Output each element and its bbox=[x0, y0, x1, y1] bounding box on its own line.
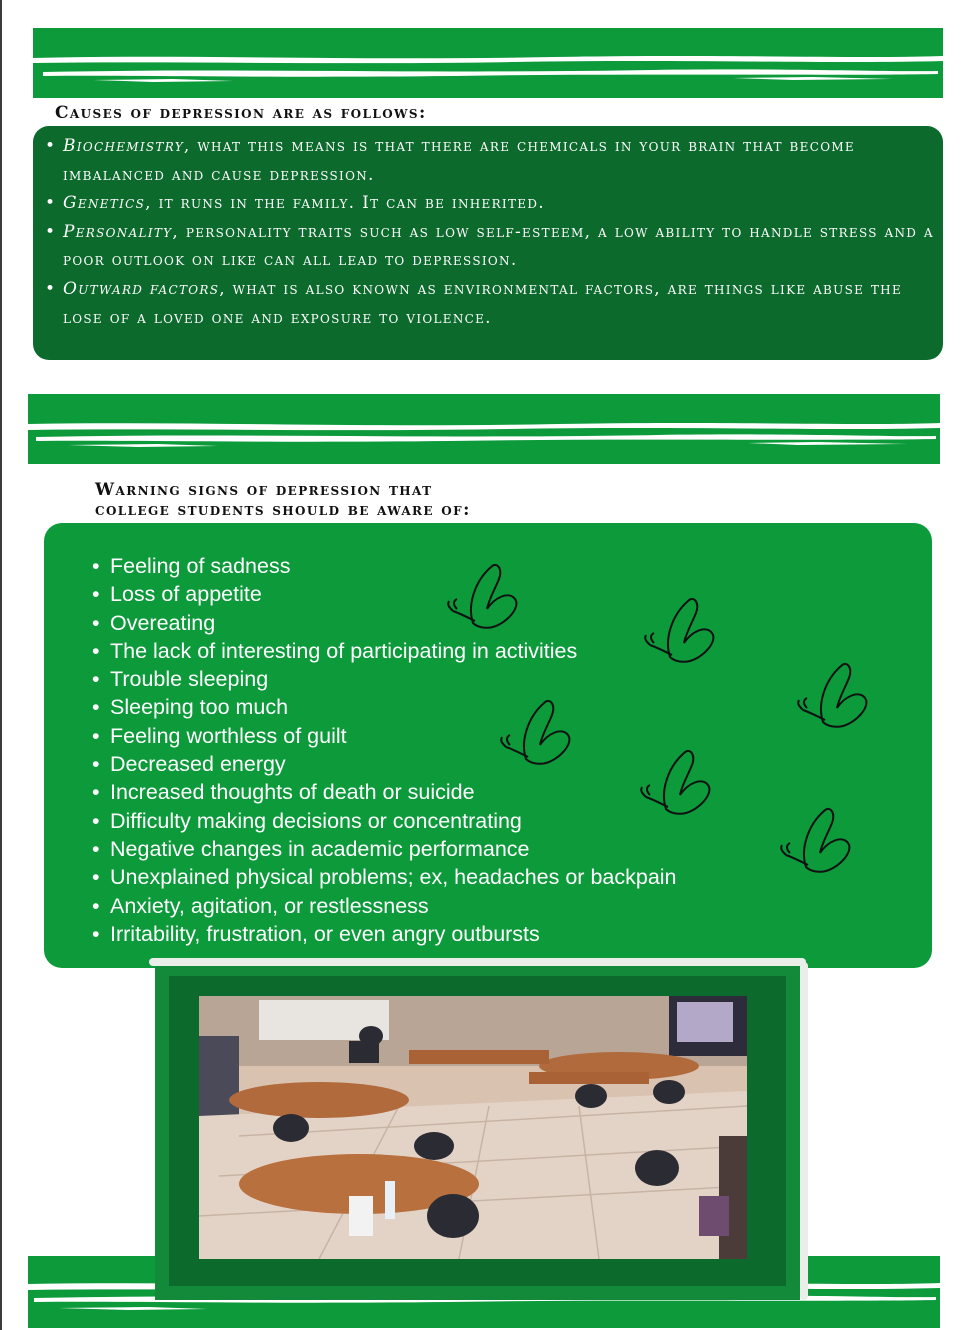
butterfly-outline-icon bbox=[789, 646, 879, 736]
warning-sign-text: Irritability, frustration, or even angry outbursts bbox=[110, 921, 540, 946]
warning-sign-text: Sleeping too much bbox=[110, 695, 289, 720]
bullet: • bbox=[92, 723, 100, 748]
list-item bbox=[92, 665, 677, 693]
bullet: • bbox=[92, 638, 100, 663]
cause-text: , what is also known as environmental factors, are things like abuse the lose of a loved one and exposure to violence. bbox=[63, 278, 903, 328]
bullet: • bbox=[45, 136, 57, 156]
list-item bbox=[92, 722, 677, 750]
list-item bbox=[92, 693, 677, 721]
warning-sign-text: Feeling of sadness bbox=[110, 554, 291, 578]
list-item bbox=[92, 863, 677, 891]
list-item bbox=[92, 637, 677, 665]
list-item bbox=[45, 189, 935, 218]
warning-signs-panel bbox=[44, 523, 932, 968]
causes-list bbox=[45, 132, 935, 332]
bullet: • bbox=[92, 836, 100, 861]
butterfly-outline-icon bbox=[636, 581, 726, 671]
list-item bbox=[92, 580, 677, 608]
bullet: • bbox=[92, 695, 100, 720]
bullet: • bbox=[92, 893, 100, 918]
butterfly-outline-icon bbox=[492, 683, 582, 773]
warning-sign-text: Anxiety, agitation, or restlessness bbox=[110, 893, 429, 918]
bullet: • bbox=[92, 780, 100, 805]
warning-sign-text: Decreased energy bbox=[110, 752, 286, 777]
cause-term: Biochemistry bbox=[63, 136, 184, 156]
list-item bbox=[45, 275, 935, 332]
butterfly-outline-icon bbox=[632, 733, 722, 823]
middle-banner-strip bbox=[28, 394, 940, 464]
list-item bbox=[92, 807, 677, 835]
warning-heading: Warning signs of depression that college students should be aware of: bbox=[95, 480, 471, 520]
warning-sign-text: Overeating bbox=[110, 610, 216, 635]
list-item bbox=[45, 218, 935, 275]
list-item bbox=[92, 552, 677, 580]
warning-sign-text: Difficulty making decisions or concentrating bbox=[110, 808, 522, 833]
warning-sign-text: Feeling worthless of guilt bbox=[110, 723, 347, 748]
cause-term: Personality bbox=[63, 221, 173, 242]
bullet: • bbox=[92, 554, 100, 578]
photo-frame bbox=[155, 962, 800, 1300]
warning-sign-text: Negative changes in academic performance bbox=[110, 836, 530, 861]
bullet: • bbox=[92, 865, 100, 890]
warning-sign-text: Increased thoughts of death or suicide bbox=[110, 780, 475, 805]
cause-term: Outward factors bbox=[63, 278, 220, 299]
causes-panel bbox=[33, 126, 943, 360]
warning-sign-text: Loss of appetite bbox=[110, 582, 262, 607]
cause-text: , what this means is that there are chemicals in your brain that become imbalanced and cause depression. bbox=[63, 136, 855, 185]
warning-signs-list bbox=[92, 552, 677, 948]
butterfly-outline-icon bbox=[772, 791, 862, 881]
bullet: • bbox=[92, 752, 100, 777]
classroom-photo bbox=[199, 996, 747, 1259]
bullet: • bbox=[45, 221, 57, 242]
list-item bbox=[92, 609, 677, 637]
bullet: • bbox=[92, 582, 100, 607]
bullet: • bbox=[92, 921, 100, 946]
list-item bbox=[45, 132, 935, 189]
causes-heading: Causes of depression are as follows: bbox=[55, 103, 427, 123]
page-left-border bbox=[0, 0, 2, 1330]
bullet: • bbox=[45, 278, 57, 299]
list-item bbox=[92, 892, 677, 920]
top-banner-strip bbox=[33, 28, 943, 98]
list-item bbox=[92, 778, 677, 806]
list-item bbox=[92, 750, 677, 778]
bullet: • bbox=[45, 193, 57, 214]
list-item bbox=[92, 920, 677, 948]
warning-sign-text: Trouble sleeping bbox=[110, 667, 269, 692]
warning-sign-text: Unexplained physical problems; ex, headaches or backpain bbox=[110, 865, 677, 890]
bullet: • bbox=[92, 610, 100, 635]
list-item bbox=[92, 835, 677, 863]
butterfly-outline-icon bbox=[439, 547, 529, 637]
warning-sign-text: The lack of interesting of participating in activities bbox=[110, 638, 578, 663]
cause-text: , personality traits such as low self-esteem, a low ability to handle stress and a poor outlook on like can all lead to depression. bbox=[63, 221, 934, 271]
bullet: • bbox=[92, 808, 100, 833]
cause-term: Genetics bbox=[63, 193, 146, 214]
cause-text: , it runs in the family. It can be inherited. bbox=[145, 193, 545, 214]
bullet: • bbox=[92, 667, 100, 692]
